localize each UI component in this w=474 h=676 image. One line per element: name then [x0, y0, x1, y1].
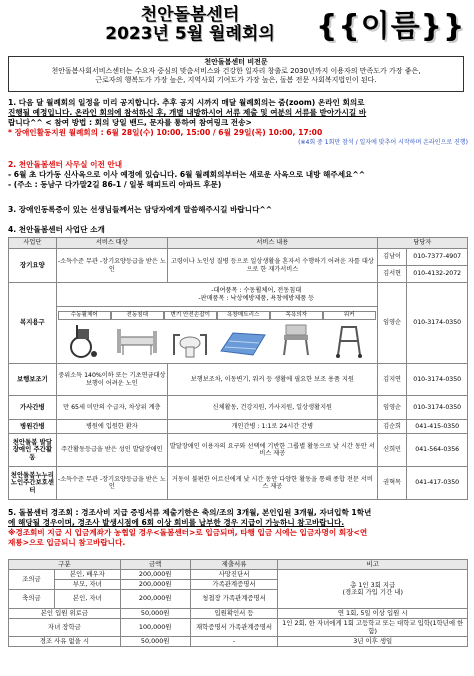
staff-phone: 010-3174-0350 — [407, 283, 468, 364]
sub-cell: 본인, 배우자 — [54, 570, 120, 580]
table-row — [9, 434, 468, 467]
s2-title: 2. 천안돌봄센터 사무실 이전 안내 — [8, 160, 123, 169]
col-header: 서비스 대상 — [56, 238, 167, 249]
content-cell: 거동이 불편한 어르신에게 낮 시간 동안 다양한 활동을 통해 종합 전문 서비스 제공 — [167, 467, 377, 500]
note-line: (경조회 가입 기간 내) — [342, 588, 403, 596]
table-row — [9, 396, 468, 420]
condolence-fee-table — [8, 559, 468, 647]
docs-cell: 사망진단서 — [190, 570, 278, 580]
table-row — [9, 249, 468, 266]
staff-phone: 041-415-0350 — [407, 420, 468, 434]
s1-line-4: * 장애인활동지원 월례회의 : 6월 28일(수) 10:00, 15:00 / 6월 29일(목) 10:00, 17:00 — [8, 128, 323, 137]
sub-cell: 본인, 자녀 — [54, 590, 120, 609]
equipment-label: 전동침대 — [111, 311, 164, 320]
vision-line-2: 근로자의 행복도가 가장 높은, 지역사회 기여도가 가장 높은, 돌봄 전문 사회복지법인이 된다. — [95, 76, 377, 84]
target-cell: 주간활동등급을 받은 성인 발달장애인 — [56, 434, 167, 467]
table-row — [9, 364, 468, 396]
target-cell: 만 65세 미만의 수급자, 차상위 계층 — [56, 396, 167, 420]
staff-phone: 010-4132-2072 — [407, 266, 468, 283]
s1-note: (※4회 중 1회만 참석 / 일자에 맞추어 시작하며 온라인으로 진행) — [298, 139, 468, 146]
s5-line-2: 에 해당될 경우이며, 경조사 발생시점에 6회 이상 회비를 납부한 경우 지급이 가능하니 참고바랍니다. — [8, 518, 345, 527]
rental-items: -대여품목 : 수동휠체어, 전동침대 — [211, 287, 302, 294]
staff-phone: 010-3174-0350 — [407, 396, 468, 420]
table-row — [9, 570, 468, 580]
category-cell: 천안돌봄 발달장애인 주간활동 — [9, 434, 57, 467]
staff-name: 임영순 — [377, 396, 407, 420]
name-placeholder-badge: {{이름}} — [316, 9, 466, 44]
content-cell: 보행보조차, 이동변기, 워커 등 생활에 필요한 보조 용품 지원 — [167, 364, 377, 396]
amount-cell: 50,000원 — [120, 637, 190, 647]
category-cell: 보행보조기 — [9, 364, 57, 396]
bath-chair-icon — [276, 321, 316, 359]
target-cell: -소득수준 무관 -장기요양등급을 받은 노인 — [56, 467, 167, 500]
table-row — [9, 637, 468, 647]
equipment-label: 목욕의자 — [270, 311, 323, 320]
target-cell: 중위소득 140%이하 또는 기초연금대상 보행이 어려운 노인 — [56, 364, 167, 396]
content-cell — [56, 283, 377, 307]
content-cell: 신체활동, 건강지원, 가사지원, 일상생활지원 — [167, 396, 377, 420]
staff-name: 임영순 — [377, 283, 407, 364]
staff-name: 권혁목 — [377, 467, 407, 500]
col-header: 금액 — [120, 560, 190, 570]
amount-cell: 50,000원 — [120, 609, 190, 619]
staff-name: 김순희 — [377, 420, 407, 434]
staff-name: 신희민 — [377, 434, 407, 467]
title-line-2: 2023년 5월 월례회의 — [105, 24, 275, 44]
equipment-images — [56, 307, 377, 364]
s5-line-4: 재룡>으로 입금되니 참고바랍니다. — [8, 538, 126, 547]
s5-line-1: 5. 돌봄센터 경조회 : 경조사비 지급 증빙서류 제출기한은 축의/조의 3개월, 본인입원 3개월, 자녀입학 1학년 — [8, 508, 372, 517]
docs-cell: 재학증명서 가족관계증명서 — [190, 619, 278, 637]
amount-cell: 100,000원 — [120, 619, 190, 637]
table-row — [9, 283, 468, 307]
equipment-label: 변기 안전손잡이 — [164, 311, 217, 320]
equipment-item — [164, 311, 217, 359]
s3-line: 3. 장애인동록증이 있는 선생님들께서는 담당자에게 말씀해주시길 바랍니다^^ — [8, 205, 273, 214]
section-2 — [8, 160, 468, 190]
col-header: 사업단 — [9, 238, 57, 249]
amount-cell: 200,000원 — [120, 580, 190, 590]
equipment-item — [58, 311, 111, 359]
equipment-item — [111, 311, 164, 359]
category-cell: 병원간병 — [9, 420, 57, 434]
staff-phone: 041-564-0356 — [407, 434, 468, 467]
equipment-label: 워커 — [323, 311, 376, 320]
content-cell: 개인간병 : 1:1로 24시간 간병 — [167, 420, 377, 434]
toilet-grab-bar-icon — [168, 321, 212, 359]
staff-phone: 010-3174-0350 — [407, 364, 468, 396]
target-cell: 병원에 입원한 환자 — [56, 420, 167, 434]
equipment-item — [217, 311, 270, 359]
walker-icon — [330, 321, 368, 359]
equipment-label: 수동휠체어 — [58, 311, 111, 320]
category-cell: 본인 입원 위로금 — [9, 609, 121, 619]
docs-cell: 청첩장 가족관계증명서 — [190, 590, 278, 609]
note-cell — [278, 570, 468, 609]
electric-bed-icon — [115, 321, 159, 359]
pressure-mattress-icon — [219, 321, 267, 359]
s2-line-2: - (주소 : 동남구 다가말2길 86-1 / 일봉 해피트리 아파트 후문) — [8, 180, 222, 189]
staff-phone: 041-417-0350 — [407, 467, 468, 500]
vision-box — [8, 56, 464, 92]
category-cell: 가사간병 — [9, 396, 57, 420]
col-header: 제출서류 — [190, 560, 278, 570]
s1-line-1: 1. 다음 달 월례회의 일정을 미리 공지합니다. 추후 공지 시까지 매달 월례회의는 줌(zoom) 온라인 회의로 — [8, 98, 365, 107]
table-row — [9, 609, 468, 619]
section-4-title — [8, 225, 468, 235]
note-cell: 1인 2회, 한 자녀에게 1회 고등학교 또는 대학교 입학(1학년에 한함) — [278, 619, 468, 637]
staff-name: 김지연 — [377, 364, 407, 396]
col-header: 비고 — [278, 560, 468, 570]
fee-table-header — [9, 560, 468, 570]
service-table — [8, 237, 468, 500]
equipment-item — [270, 311, 323, 359]
service-table-header — [9, 238, 468, 249]
category-cell: 조의금 — [9, 570, 55, 590]
meeting-title — [70, 6, 310, 44]
table-row — [9, 619, 468, 637]
content-cell: 고령이나 노인성 질병 등으로 일상생활을 혼자서 수행하기 어려운 자를 대상으로 한 재가서비스 — [167, 249, 377, 283]
amount-cell: 200,000원 — [120, 590, 190, 609]
equipment-item — [323, 311, 376, 359]
sale-items: -판매품목 : 낙상예방제품, 욕창예방제품 등 — [198, 294, 315, 302]
s1-line-2: 진행될 예정입니다. 온라인 회의에 참석하신 후, 개별 내방하시어 서류 제출 및 여분의 서류를 받아가시길 바 — [8, 108, 367, 117]
s1-line-3: 랍니다^^ < 참여 방법 : 회의 당일 밴드, 문자를 통하여 참여링크 전송> — [8, 118, 252, 127]
vision-title: 천안돌봄센터 비전문 — [204, 58, 268, 66]
docs-cell: 가족관계증명서 — [190, 580, 278, 590]
note-cell: 연 1회, 5일 이상 입원 시 — [278, 609, 468, 619]
staff-phone: 010-7377-4907 — [407, 249, 468, 266]
category-cell: 경조 사유 없을 시 — [9, 637, 121, 647]
content-cell: 발달장애인 이용자의 요구와 선택에 기반한 그룹별 활동으로 낮 시간 동안 서비스 제공 — [167, 434, 377, 467]
category-cell: 축의금 — [9, 590, 55, 609]
note-cell: 3년 이후 생일 — [278, 637, 468, 647]
title-line-1: 천안돌봄센터 — [140, 5, 240, 25]
col-header: 서비스 내용 — [167, 238, 377, 249]
staff-name: 김남이 — [377, 249, 407, 266]
staff-name: 김서현 — [377, 266, 407, 283]
category-cell: 자녀 장학금 — [9, 619, 121, 637]
category-cell: 장기요양 — [9, 249, 57, 283]
col-header: 구분 — [9, 560, 121, 570]
s2-line-1: - 6월 초 다가동 신사옥으로 이사 예정에 있습니다. 6월 월례회의부터는 새로운 사옥으로 내방 해주세요^^ — [8, 170, 366, 179]
amount-cell: 200,000원 — [120, 570, 190, 580]
category-cell: 복지용구 — [9, 283, 57, 364]
section-3 — [8, 205, 468, 215]
equipment-label: 욕창매트리스 — [217, 311, 270, 320]
col-header: 담당자 — [377, 238, 467, 249]
wheelchair-icon — [67, 321, 101, 359]
target-cell: -소득수준 무관 -장기요양등급을 받은 노인 — [56, 249, 167, 283]
sub-cell: 부모, 자녀 — [54, 580, 120, 590]
note-line: 총 1인 3회 지급 — [350, 580, 396, 589]
section-5 — [8, 508, 468, 548]
vision-line-1: 천안돌봄사회서비스센터는 수요자 중심의 맞춤서비스와 건강한 일자리 창출로 2030년까지 이용자의 만족도가 가장 좋은, — [51, 67, 421, 75]
s4-title: 4. 천안돌봄센터 사업단 소개 — [8, 225, 105, 234]
section-1 — [8, 98, 468, 148]
docs-cell: - — [190, 637, 278, 647]
category-cell: 천안돌봄누누리 노인주간보호센터 — [9, 467, 57, 500]
s5-line-3: ※경조회비 지급 시 입금계좌가 농협일 경우<돌봄센터>로 입금되며, 타행 입금 시에는 입금자명이 회장<연 — [8, 528, 368, 537]
table-row — [9, 420, 468, 434]
docs-cell: 입원확인서 등 — [190, 609, 278, 619]
table-row — [9, 467, 468, 500]
